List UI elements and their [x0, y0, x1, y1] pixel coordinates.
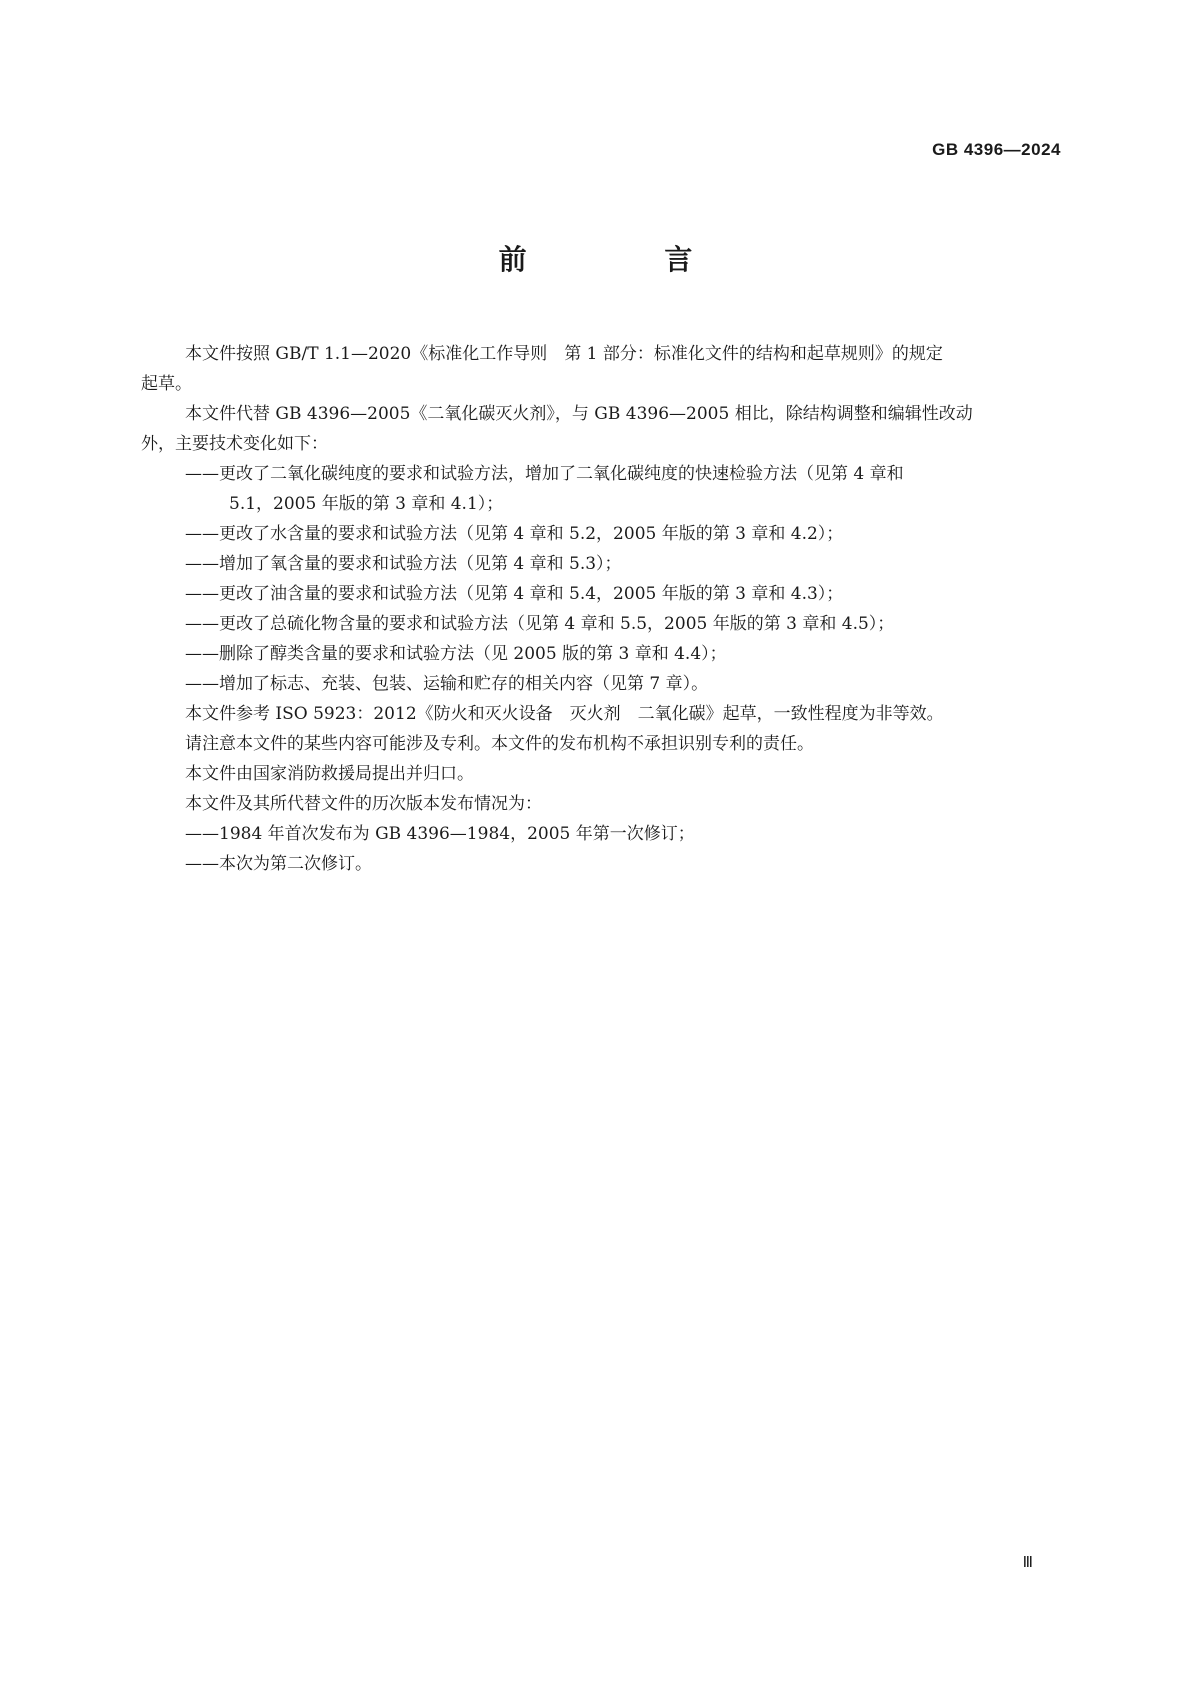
- change-item: ——删除了醇类含量的要求和试验方法（见 2005 版的第 3 章和 4.4）；: [185, 644, 727, 664]
- standard-number: GB 4396—2024: [932, 140, 1061, 159]
- change-item: ——更改了水含量的要求和试验方法（见第 4 章和 5.2，2005 年版的第 3 章和 4.2）；: [185, 524, 844, 544]
- history-item: ——1984 年首次发布为 GB 4396—1984，2005 年第一次修订；: [185, 824, 695, 844]
- paragraph-reference: 本文件参考 ISO 5923：2012《防火和灭火设备 灭火剂 二氧化碳》起草，一致性程度为非等效。: [185, 704, 944, 724]
- change-item: ——更改了总硫化物含量的要求和试验方法（见第 4 章和 5.5，2005 年版的第 3 章和 4.5）；: [185, 614, 895, 634]
- paragraph-line: 外，主要技术变化如下：: [141, 434, 328, 454]
- change-item: ——增加了氧含量的要求和试验方法（见第 4 章和 5.3）；: [185, 554, 622, 574]
- change-item-line: 5.1，2005 年版的第 3 章和 4.1）；: [229, 494, 504, 514]
- foreword-body: [141, 339, 1061, 879]
- paragraph-proposer: 本文件由国家消防救援局提出并归口。: [185, 764, 474, 784]
- page-number: Ⅲ: [1022, 1555, 1033, 1571]
- paragraph-drafting-basis: [141, 339, 1061, 399]
- paragraph-line: 起草。: [141, 374, 192, 394]
- change-item-line: ——更改了二氧化碳纯度的要求和试验方法，增加了二氧化碳纯度的快速检验方法（见第 4 章和: [185, 464, 904, 484]
- paragraph-line: 本文件按照 GB/T 1.1—2020《标准化工作导则 第 1 部分：标准化文件的结构和起草规则》的规定: [185, 344, 943, 364]
- page-title: 前 言: [498, 243, 757, 276]
- change-item: ——更改了油含量的要求和试验方法（见第 4 章和 5.4，2005 年版的第 3 章和 4.3）；: [185, 584, 844, 604]
- change-item: [141, 459, 1061, 519]
- paragraph-line: 本文件代替 GB 4396—2005《二氧化碳灭火剂》，与 GB 4396—2005 相比，除结构调整和编辑性改动: [185, 404, 973, 424]
- change-item: ——增加了标志、充装、包装、运输和贮存的相关内容（见第 7 章）。: [185, 674, 709, 694]
- paragraph-patent-notice: 请注意本文件的某些内容可能涉及专利。本文件的发布机构不承担识别专利的责任。: [185, 734, 814, 754]
- history-item: ——本次为第二次修订。: [185, 854, 372, 874]
- paragraph-history-intro: 本文件及其所代替文件的历次版本发布情况为：: [185, 794, 542, 814]
- paragraph-replacement: [141, 399, 1061, 459]
